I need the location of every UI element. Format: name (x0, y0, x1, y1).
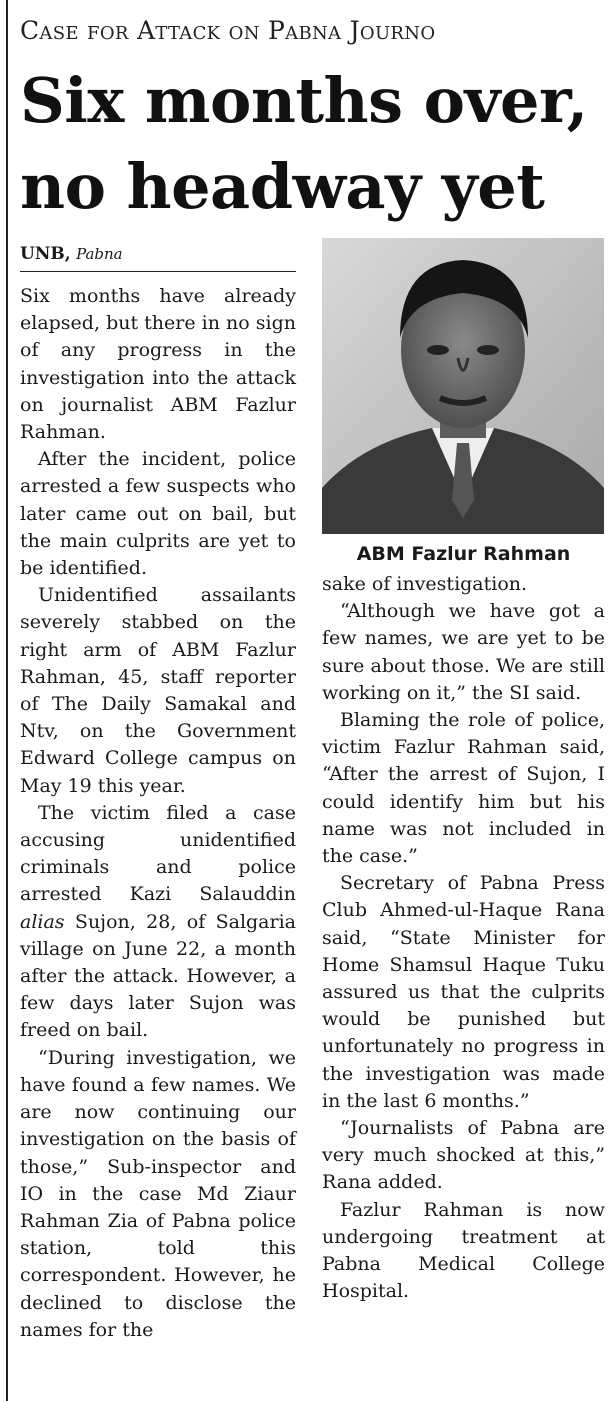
paragraph-text: Sujon, 28, of Salgaria village on June 22, a month after the attack. However, a few days later Sujon was freed on bail. (20, 910, 296, 1042)
byline-place: Pabna (76, 245, 123, 263)
column-rule (6, 0, 8, 1401)
right-column (322, 571, 605, 1305)
headline-line-2: no headway yet (20, 150, 545, 223)
byline-agency: UNB, (20, 244, 71, 264)
paragraph: Unidentified assailants severely stabbed on the right arm of ABM Fazlur Rahman, 45, staff reporter of The Daily Samakal and Ntv, on the Government Edward College campus on May 19 this year. (20, 584, 296, 797)
headline-line-1: Six months over, (20, 64, 588, 137)
paragraph: Secretary of Pabna Press Club Ahmed-ul-Haque Rana said, “State Minister for Home Shamsul Haque Tuku assured us that the culprits would be punished but unfortunately no progress in the investigation was made in the last 6 months.” (322, 872, 605, 1112)
kicker: Case for Attack on Pabna Journo (20, 16, 436, 45)
paragraph: Blaming the role of police, victim Fazlur Rahman said, “After the arrest of Sujon, I could identify him but his name was not included in the case.” (322, 709, 605, 868)
left-column (20, 283, 296, 1344)
portrait-photo (322, 238, 604, 534)
byline (20, 243, 296, 272)
photo-caption: ABM Fazlur Rahman (356, 543, 571, 565)
paragraph: “Journalists of Pabna are very much shocked at this,” Rana added. (322, 1117, 605, 1194)
paragraph: Fazlur Rahman is now undergoing treatment at Pabna Medical College Hospital. (322, 1198, 605, 1303)
paragraph: “Although we have got a few names, we are yet to be sure about those. We are still working on it,” the SI said. (322, 600, 605, 704)
headline (20, 58, 612, 230)
paragraph: sake of investigation. (322, 573, 528, 595)
paragraph: Six months have already elapsed, but there in no sign of any progress in the investigation into the attack on journalist ABM Fazlur Rahman. (20, 285, 296, 444)
paragraph: “During investigation, we have found a few names. We are now continuing our investigation on the basis of those,” Sub-inspector and IO in the case Md Ziaur Rahman Zia of Pabna police station, told this correspondent. However, he declined to disclose the names for the (20, 1046, 296, 1341)
paragraph-text: The victim filed a case accusing unidentified criminals and police arrested Kazi Salauddin (20, 801, 296, 906)
paragraph: After the incident, police arrested a few suspects who later came out on bail, but the main culprits are yet to be identified. (20, 448, 296, 580)
portrait-illustration (322, 238, 604, 534)
paragraph (20, 800, 296, 1045)
italic-word: alias (20, 910, 65, 933)
